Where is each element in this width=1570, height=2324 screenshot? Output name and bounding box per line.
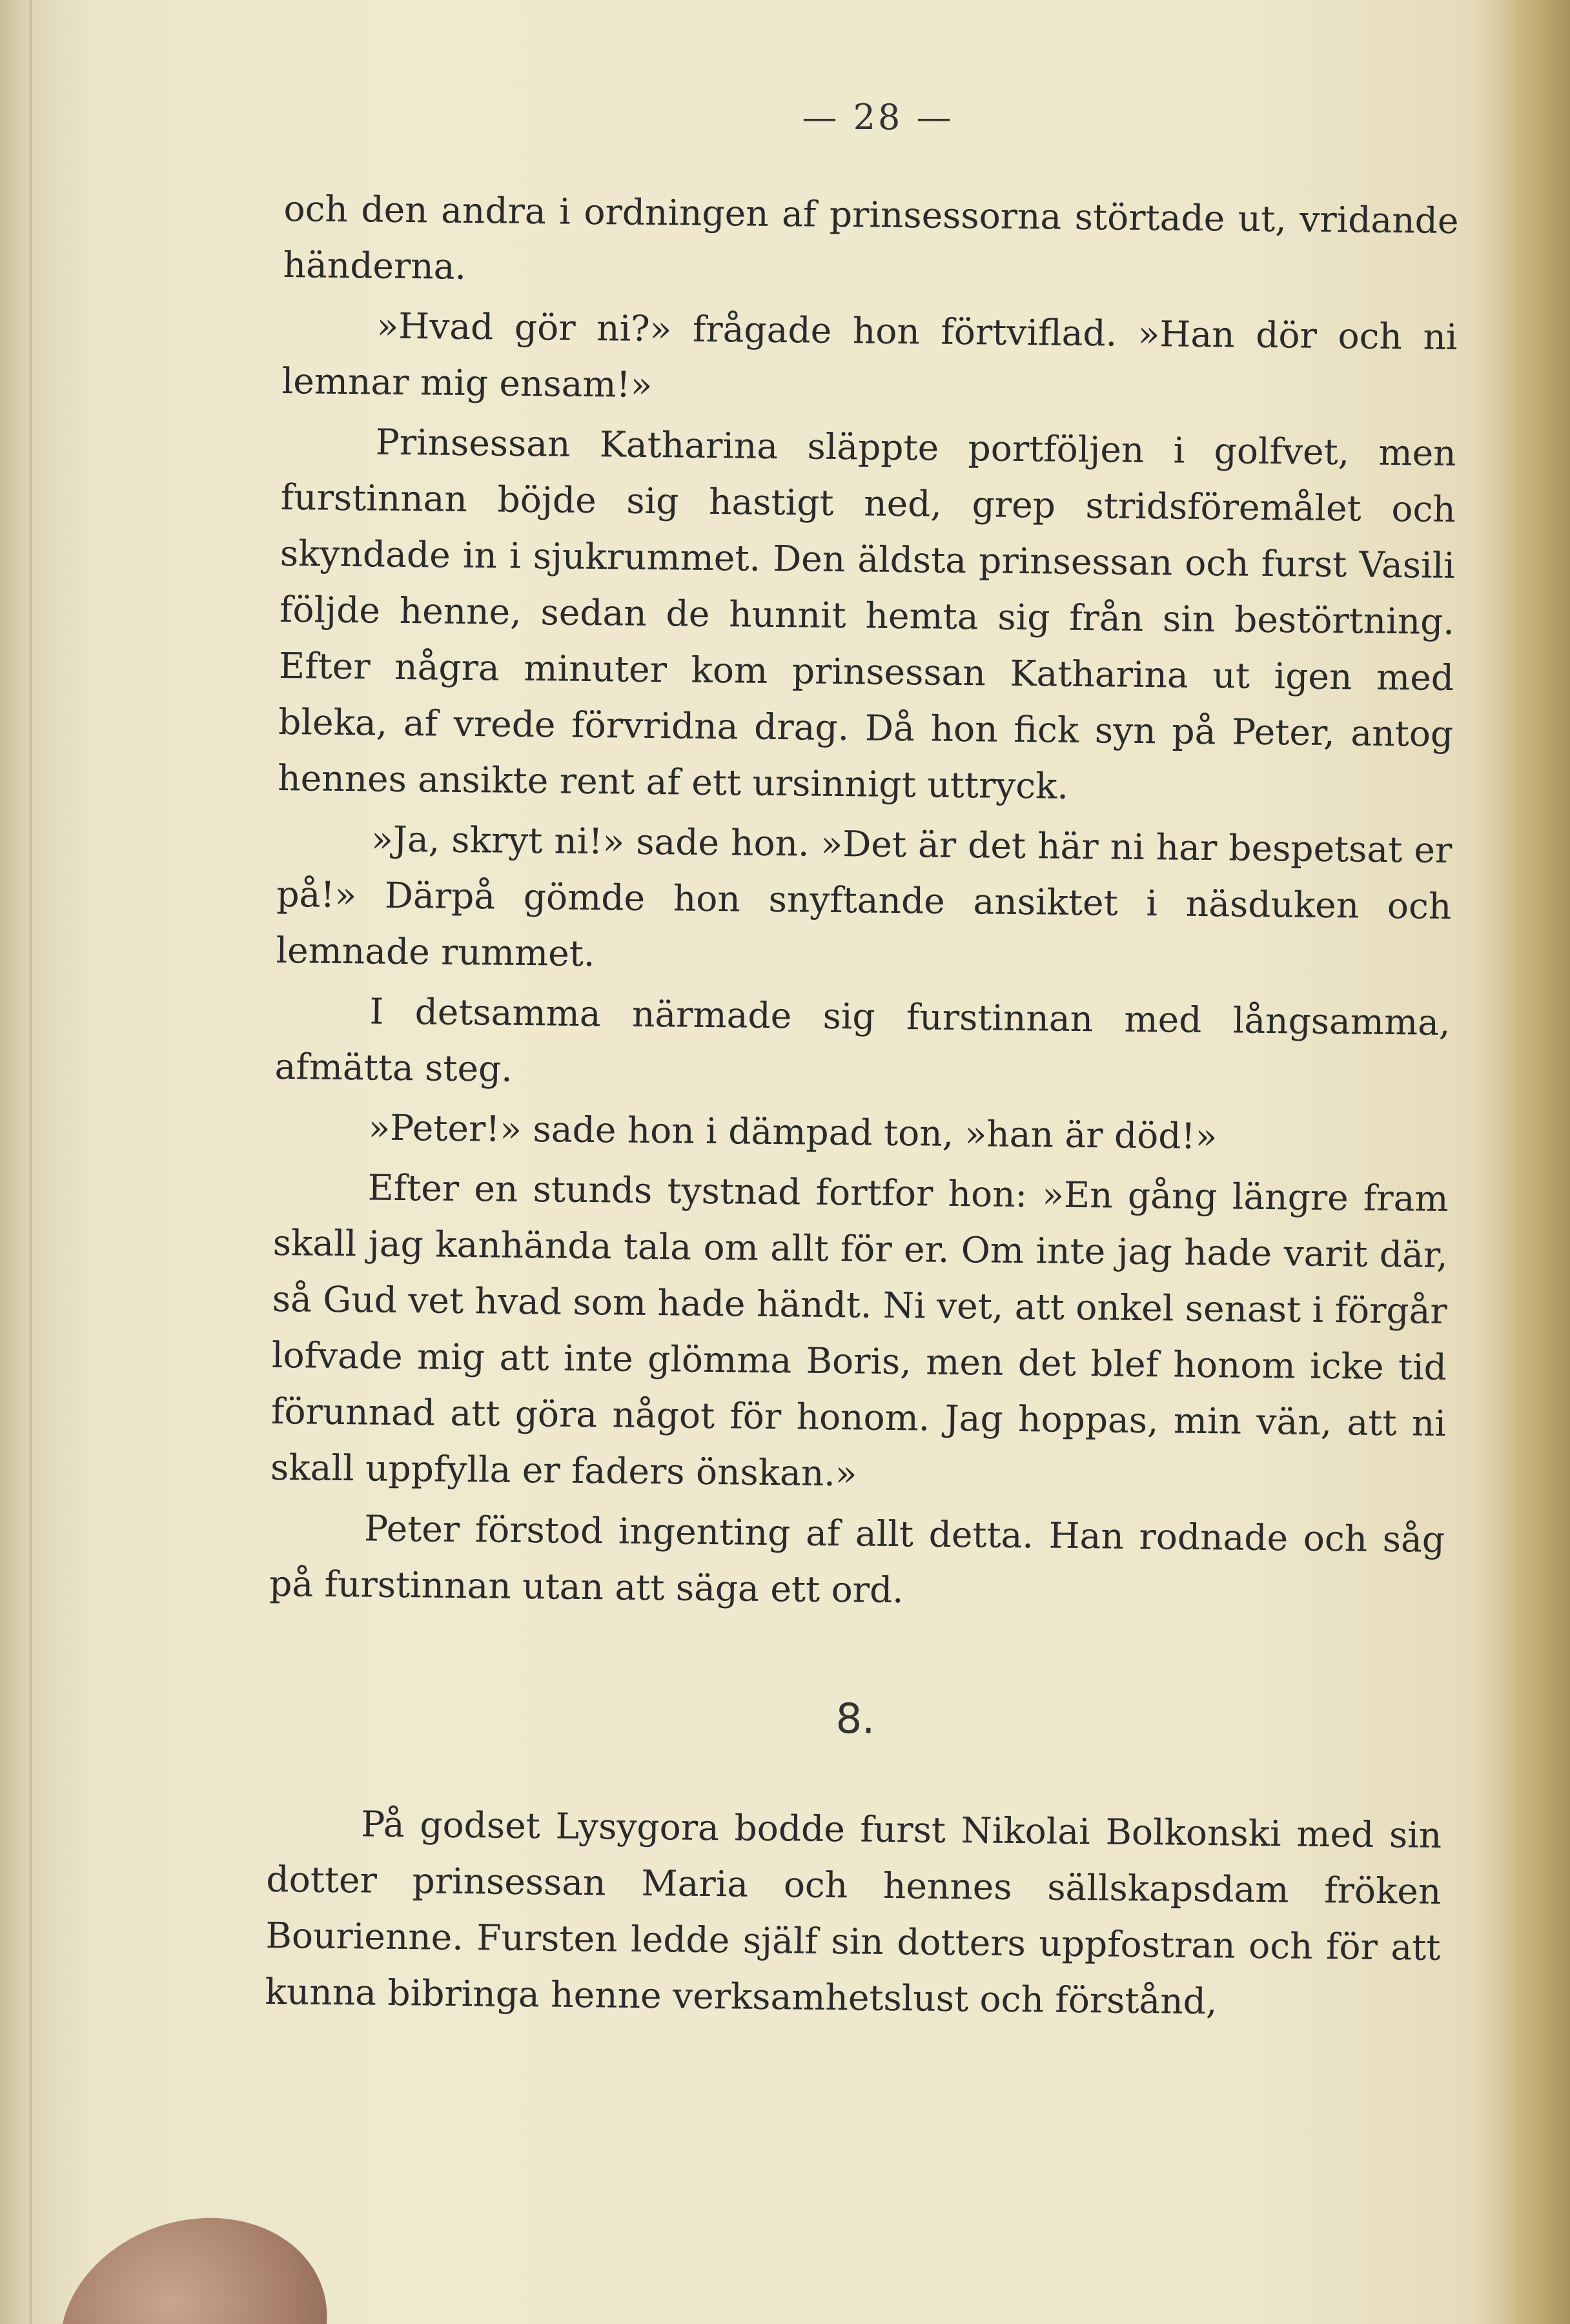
paragraph-3: Prinsessan Katharina släppte portföljen i golfvet, men furstinnan böjde sig hastigt ned, grep stridsföremålet och skyndade in i sjukrummet. Den äldsta prinsessan och furst Vasili följde henne, sedan de hunnit hemta sig från sin bestörtning. Efter några minuter kom prinsessan Katharina ut igen med bleka, af vrede förvridna drag. Då hon fick syn på Peter, antog hennes ansikte rent af ett ursinnigt uttryck. — [277, 421, 1457, 807]
paragraph-2: »Hvad gör ni?» frågade hon förtviflad. »Han dör och ni lemnar mig ensam!» — [281, 305, 1458, 405]
chapter-opening-paragraph: På godset Lysygora bodde furst Nikolai Bolkonski med sin dotter prinsessan Maria och hennes sällskapsdam fröken Bourienne. Fursten ledde själf sin dotters uppfostran och för att kunna bibringa henne verksamhetslust och förstånd, — [265, 1803, 1442, 2023]
text-body — [265, 181, 1459, 2036]
paragraph-5: I detsamma närmade sig furstinnan med långsamma, afmätta steg. — [274, 990, 1451, 1090]
page-number: — 28 — — [802, 97, 954, 138]
page-left-edge — [0, 0, 45, 2324]
thumb-shadow — [31, 2184, 357, 2324]
paragraph-1: och den andra i ordningen af prinsessorna störtade ut, vridande händerna. — [283, 187, 1459, 287]
paragraph-7: Efter en stunds tystnad fortfor hon: »En gång längre fram skall jag kanhända tala om allt för er. Om inte jag hade varit där, så Gud vet hvad som hade händt. Ni vet, att onkel senast i förgår lofvade mig att inte glömma Boris, men det blef honom icke tid förunnad att göra något för honom. Jag hoppas, min vän, att ni skall uppfylla er faders önskan.» — [270, 1167, 1449, 1494]
chapter-heading: 8. — [835, 1695, 876, 1744]
paragraph-6: »Peter!» sade hon i dämpad ton, »han är död!» — [368, 1106, 1218, 1157]
page-gutter-line — [30, 0, 32, 2324]
paragraph-4: »Ja, skryt ni!» sade hon. »Det är det här ni har bespetsat er på!» Därpå gömde hon snyftande ansiktet i näsduken och lemnade rummet. — [276, 818, 1453, 975]
page-right-edge — [1509, 0, 1570, 2324]
paragraph-8: Peter förstod ingenting af allt detta. Han rodnade och såg på furstinnan utan att säga ett ord. — [269, 1507, 1445, 1611]
